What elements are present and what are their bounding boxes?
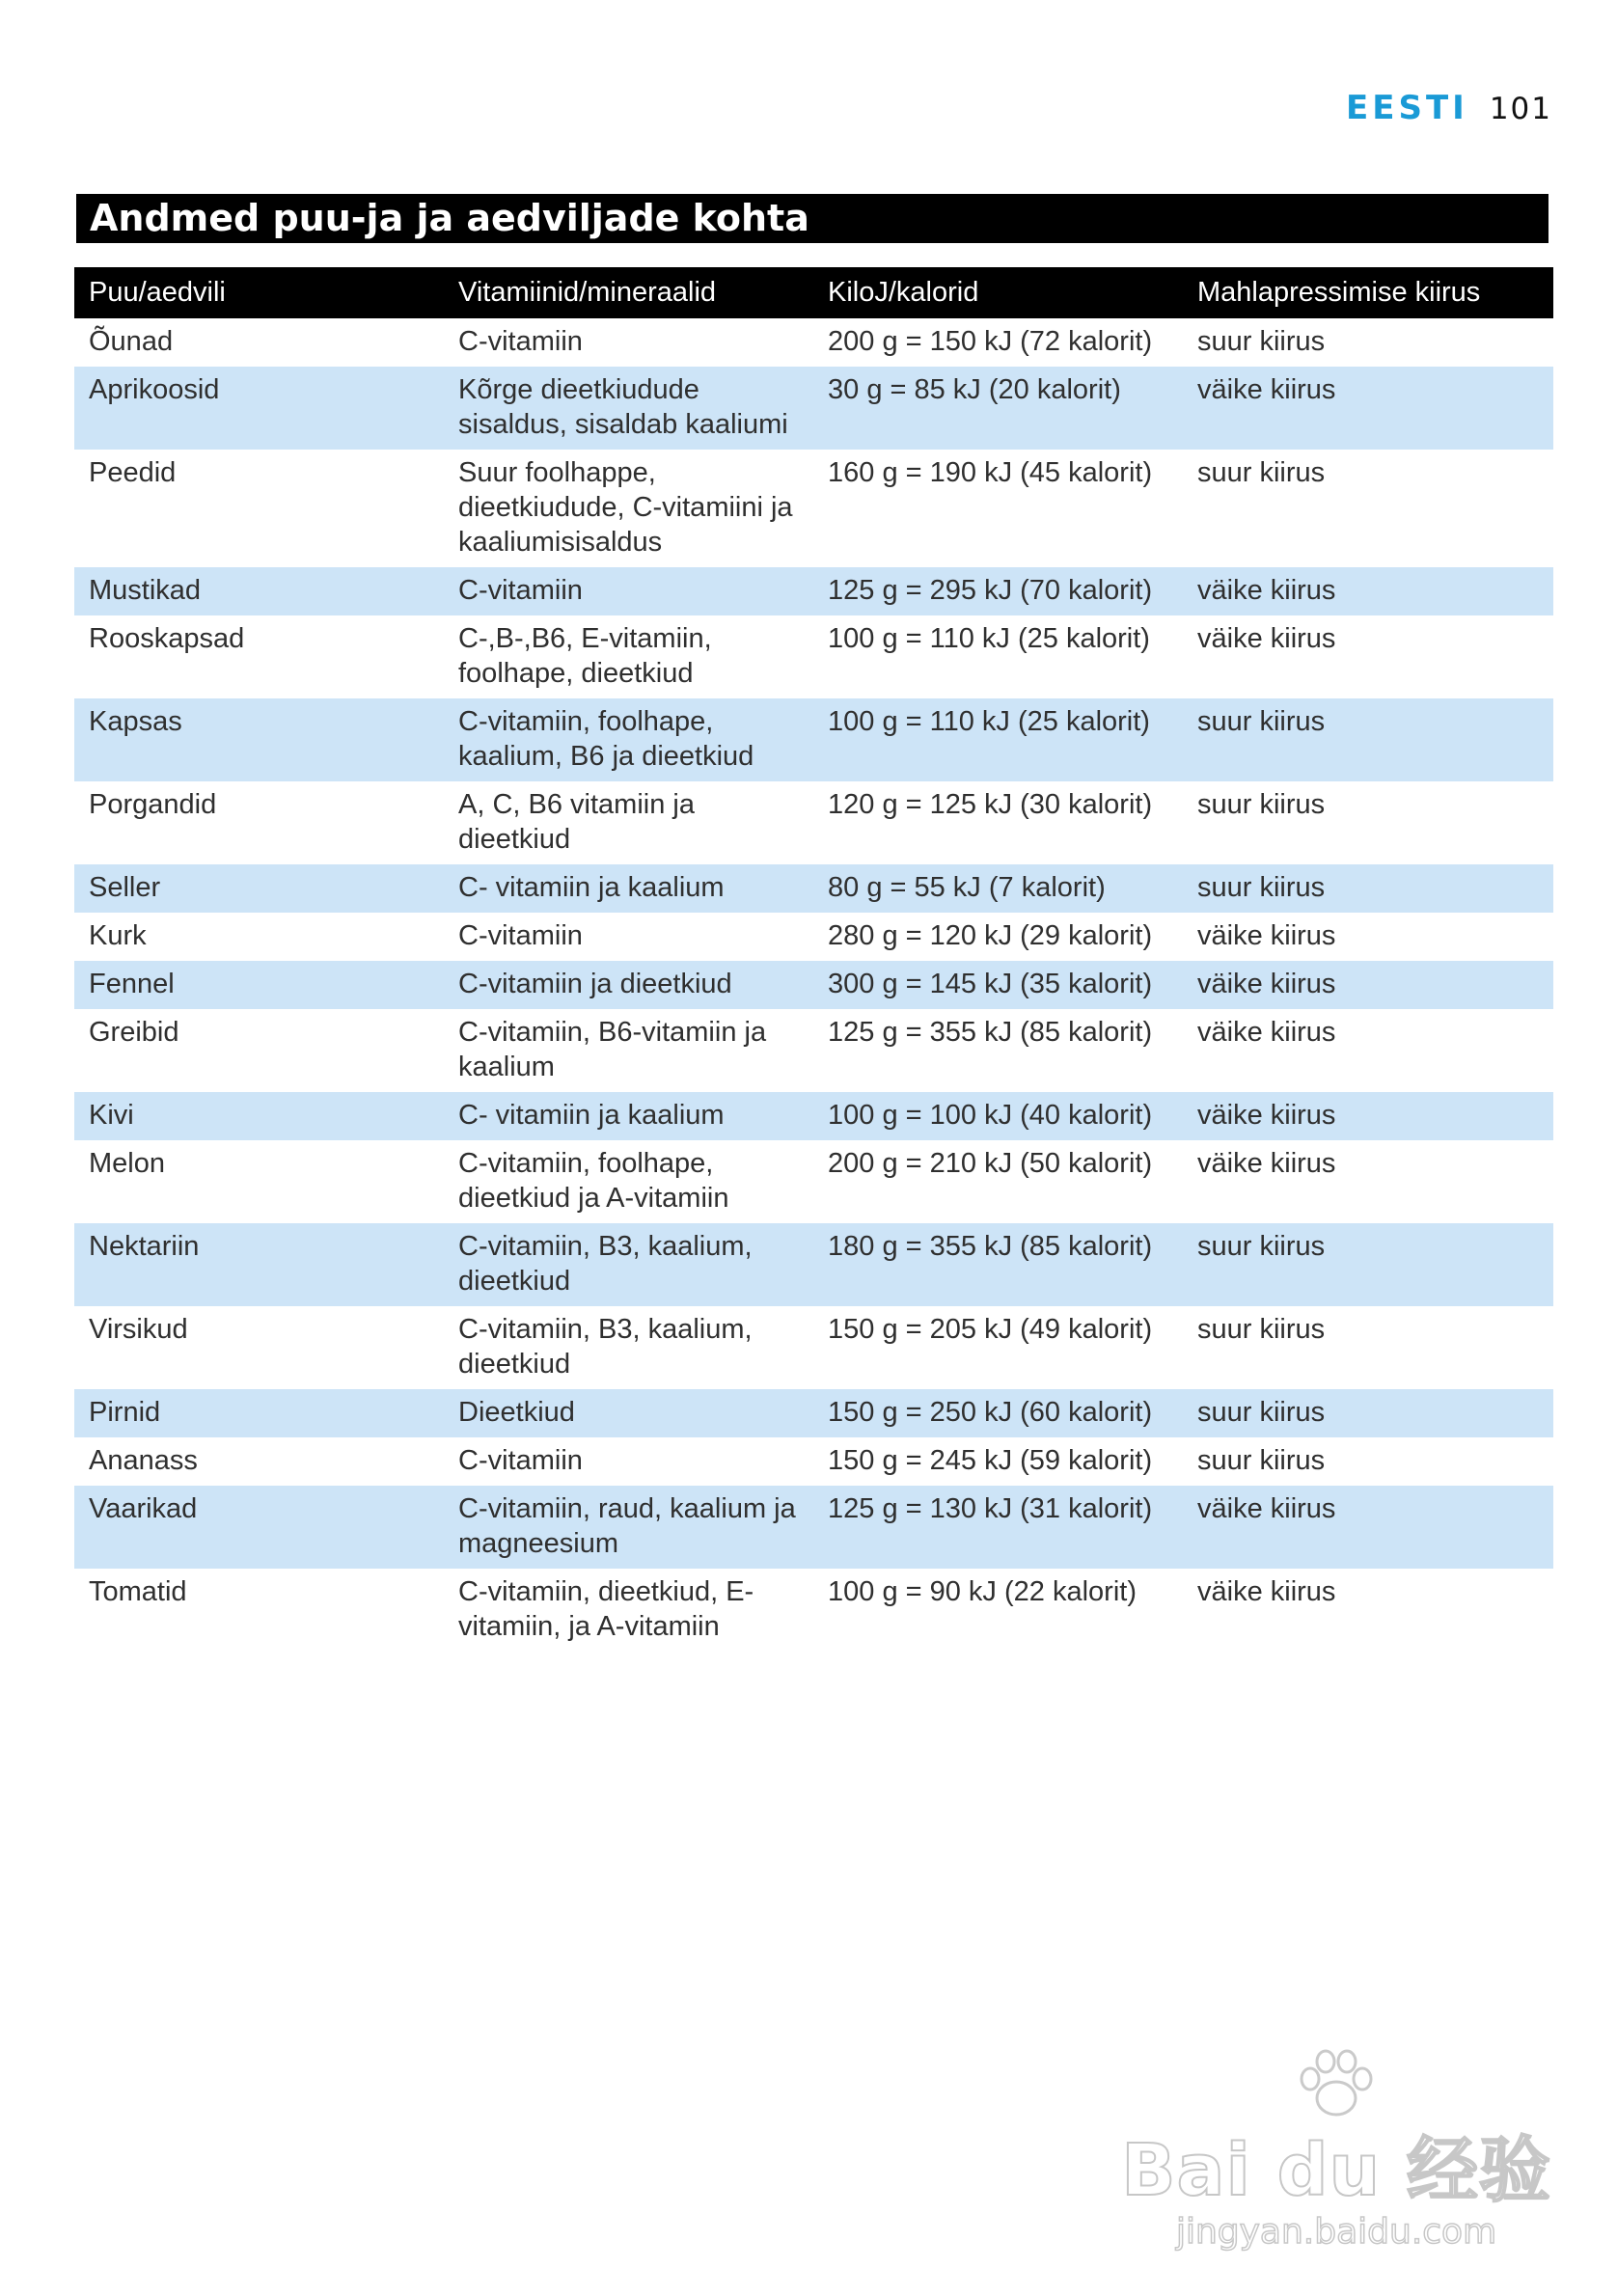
cell-energy: 100 g = 110 kJ (25 kalorit) xyxy=(813,615,1183,698)
table-row xyxy=(74,615,1553,698)
cell-vitamins: C-vitamiin, dieetkiud, E-vitamiin, ja A-vitamiin xyxy=(444,1569,813,1652)
cell-vitamins: C- vitamiin ja kaalium xyxy=(444,1092,813,1140)
cell-juicing-speed: suur kiirus xyxy=(1183,1437,1553,1486)
watermark-logo: Bai du 经验 xyxy=(1121,2129,1551,2212)
table-row xyxy=(74,450,1553,567)
cell-juicing-speed: suur kiirus xyxy=(1183,318,1553,367)
cell-juicing-speed: suur kiirus xyxy=(1183,1389,1553,1437)
cell-fruit: Õunad xyxy=(74,318,444,367)
table-row xyxy=(74,1140,1553,1223)
cell-vitamins: C-vitamiin, B3, kaalium, dieetkiud xyxy=(444,1223,813,1306)
cell-energy: 125 g = 295 kJ (70 kalorit) xyxy=(813,567,1183,615)
cell-vitamins: C-vitamiin, foolhape, dieetkiud ja A-vitamiin xyxy=(444,1140,813,1223)
table-row xyxy=(74,318,1553,367)
cell-juicing-speed: suur kiirus xyxy=(1183,864,1553,913)
cell-juicing-speed: väike kiirus xyxy=(1183,1140,1553,1223)
table-row xyxy=(74,1223,1553,1306)
cell-fruit: Fennel xyxy=(74,961,444,1009)
watermark xyxy=(1121,2048,1551,2252)
cell-juicing-speed: väike kiirus xyxy=(1183,961,1553,1009)
table-body xyxy=(74,318,1553,1652)
cell-vitamins: C-vitamiin, B3, kaalium, dieetkiud xyxy=(444,1306,813,1389)
cell-juicing-speed: väike kiirus xyxy=(1183,567,1553,615)
cell-fruit: Melon xyxy=(74,1140,444,1223)
watermark-url: jingyan.baidu.com xyxy=(1175,2212,1497,2252)
column-header-vitamins: Vitamiinid/mineraalid xyxy=(444,267,813,318)
cell-vitamins: C-vitamiin, raud, kaalium ja magneesium xyxy=(444,1486,813,1569)
cell-energy: 100 g = 100 kJ (40 kalorit) xyxy=(813,1092,1183,1140)
cell-vitamins: C-vitamiin xyxy=(444,913,813,961)
cell-vitamins: Suur foolhappe, dieetkiudude, C-vitamiini ja kaaliumisisaldus xyxy=(444,450,813,567)
paw-icon xyxy=(1293,2048,1380,2123)
cell-vitamins: C-vitamiin xyxy=(444,1437,813,1486)
table-row xyxy=(74,864,1553,913)
cell-juicing-speed: suur kiirus xyxy=(1183,450,1553,567)
table-row xyxy=(74,1092,1553,1140)
cell-vitamins: C-vitamiin xyxy=(444,318,813,367)
column-header-fruit: Puu/aedvili xyxy=(74,267,444,318)
table-header-row xyxy=(74,267,1553,318)
cell-energy: 180 g = 355 kJ (85 kalorit) xyxy=(813,1223,1183,1306)
cell-juicing-speed: suur kiirus xyxy=(1183,1223,1553,1306)
fruit-data-table xyxy=(74,267,1553,1652)
table-row xyxy=(74,698,1553,781)
cell-energy: 30 g = 85 kJ (20 kalorit) xyxy=(813,367,1183,450)
cell-juicing-speed: väike kiirus xyxy=(1183,913,1553,961)
cell-juicing-speed: suur kiirus xyxy=(1183,781,1553,864)
cell-fruit: Greibid xyxy=(74,1009,444,1092)
language-label: EESTI xyxy=(1346,89,1468,127)
cell-fruit: Kivi xyxy=(74,1092,444,1140)
cell-energy: 160 g = 190 kJ (45 kalorit) xyxy=(813,450,1183,567)
cell-fruit: Ananass xyxy=(74,1437,444,1486)
cell-fruit: Virsikud xyxy=(74,1306,444,1389)
cell-juicing-speed: suur kiirus xyxy=(1183,698,1553,781)
cell-energy: 200 g = 150 kJ (72 kalorit) xyxy=(813,318,1183,367)
cell-energy: 200 g = 210 kJ (50 kalorit) xyxy=(813,1140,1183,1223)
table-row xyxy=(74,1389,1553,1437)
cell-fruit: Seller xyxy=(74,864,444,913)
cell-fruit: Aprikoosid xyxy=(74,367,444,450)
column-header-juicing-speed: Mahlapressimise kiirus xyxy=(1183,267,1553,318)
table-row xyxy=(74,367,1553,450)
cell-fruit: Vaarikad xyxy=(74,1486,444,1569)
cell-vitamins: C- vitamiin ja kaalium xyxy=(444,864,813,913)
table-row xyxy=(74,961,1553,1009)
cell-energy: 150 g = 250 kJ (60 kalorit) xyxy=(813,1389,1183,1437)
cell-vitamins: Dieetkiud xyxy=(444,1389,813,1437)
table-row xyxy=(74,1569,1553,1652)
cell-juicing-speed: väike kiirus xyxy=(1183,1486,1553,1569)
cell-fruit: Mustikad xyxy=(74,567,444,615)
table-row xyxy=(74,781,1553,864)
column-header-energy: KiloJ/kalorid xyxy=(813,267,1183,318)
table-row xyxy=(74,913,1553,961)
cell-vitamins: C-vitamiin, foolhape, kaalium, B6 ja dieetkiud xyxy=(444,698,813,781)
cell-energy: 280 g = 120 kJ (29 kalorit) xyxy=(813,913,1183,961)
cell-juicing-speed: väike kiirus xyxy=(1183,1569,1553,1652)
cell-vitamins: A, C, B6 vitamiin ja dieetkiud xyxy=(444,781,813,864)
table-row xyxy=(74,1437,1553,1486)
cell-fruit: Nektariin xyxy=(74,1223,444,1306)
cell-juicing-speed: suur kiirus xyxy=(1183,1306,1553,1389)
cell-vitamins: Kõrge dieetkiudude sisaldus, sisaldab kaaliumi xyxy=(444,367,813,450)
cell-energy: 120 g = 125 kJ (30 kalorit) xyxy=(813,781,1183,864)
cell-fruit: Rooskapsad xyxy=(74,615,444,698)
cell-energy: 150 g = 245 kJ (59 kalorit) xyxy=(813,1437,1183,1486)
cell-energy: 125 g = 355 kJ (85 kalorit) xyxy=(813,1009,1183,1092)
table-row xyxy=(74,1306,1553,1389)
cell-juicing-speed: väike kiirus xyxy=(1183,367,1553,450)
cell-energy: 100 g = 110 kJ (25 kalorit) xyxy=(813,698,1183,781)
cell-energy: 150 g = 205 kJ (49 kalorit) xyxy=(813,1306,1183,1389)
cell-fruit: Kurk xyxy=(74,913,444,961)
table-row xyxy=(74,1009,1553,1092)
section-title: Andmed puu-ja ja aedviljade kohta xyxy=(76,194,1548,243)
cell-fruit: Peedid xyxy=(74,450,444,567)
cell-vitamins: C-vitamiin ja dieetkiud xyxy=(444,961,813,1009)
cell-energy: 300 g = 145 kJ (35 kalorit) xyxy=(813,961,1183,1009)
cell-energy: 100 g = 90 kJ (22 kalorit) xyxy=(813,1569,1183,1652)
page-header xyxy=(1346,89,1552,127)
table-row xyxy=(74,567,1553,615)
cell-vitamins: C-vitamiin xyxy=(444,567,813,615)
cell-energy: 125 g = 130 kJ (31 kalorit) xyxy=(813,1486,1183,1569)
cell-juicing-speed: väike kiirus xyxy=(1183,615,1553,698)
cell-vitamins: C-vitamiin, B6-vitamiin ja kaalium xyxy=(444,1009,813,1092)
cell-juicing-speed: väike kiirus xyxy=(1183,1009,1553,1092)
table-row xyxy=(74,1486,1553,1569)
cell-fruit: Pirnid xyxy=(74,1389,444,1437)
cell-fruit: Kapsas xyxy=(74,698,444,781)
cell-juicing-speed: väike kiirus xyxy=(1183,1092,1553,1140)
page-number: 101 xyxy=(1489,92,1552,126)
cell-fruit: Porgandid xyxy=(74,781,444,864)
cell-fruit: Tomatid xyxy=(74,1569,444,1652)
cell-energy: 80 g = 55 kJ (7 kalorit) xyxy=(813,864,1183,913)
cell-vitamins: C-,B-,B6, E-vitamiin, foolhape, dieetkiud xyxy=(444,615,813,698)
